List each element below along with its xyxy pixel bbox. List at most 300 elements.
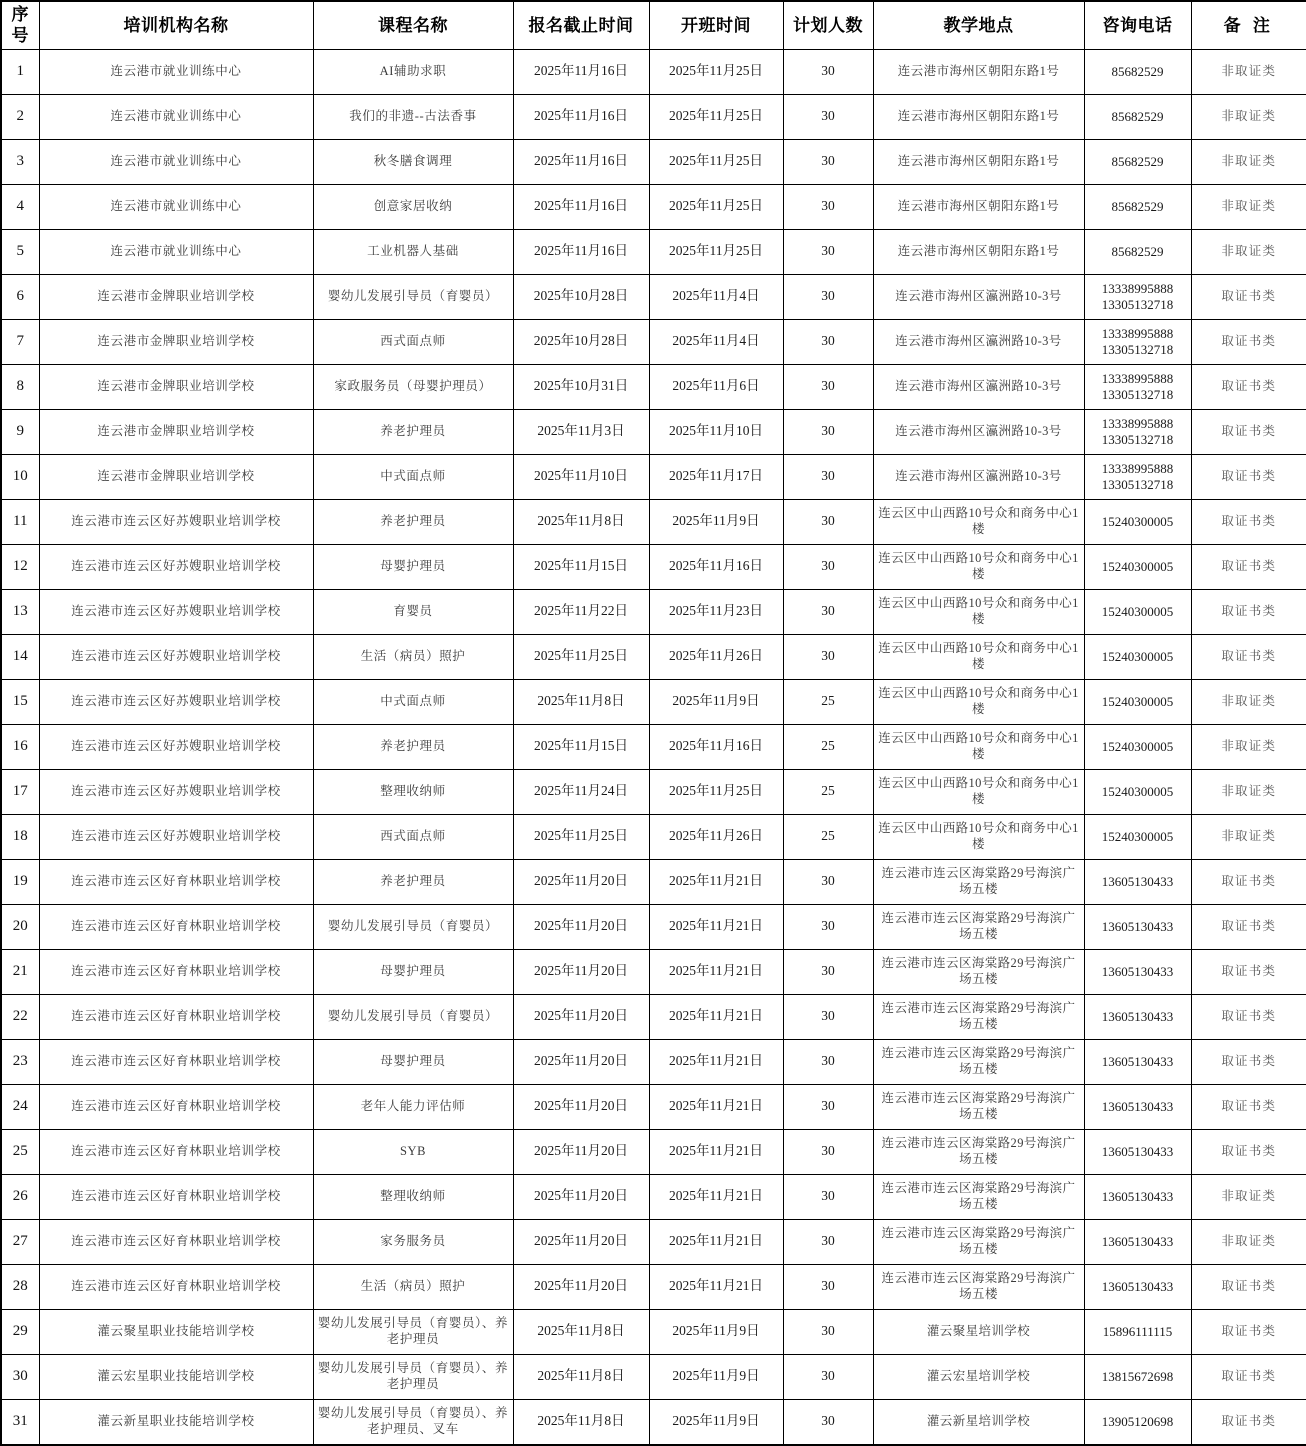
cell-course: 创意家居收纳 (313, 184, 513, 229)
cell-quota: 30 (783, 229, 873, 274)
cell-quota: 30 (783, 904, 873, 949)
cell-organization: 连云港市连云区好苏嫂职业培训学校 (39, 634, 313, 679)
cell-deadline: 2025年11月16日 (513, 229, 649, 274)
cell-index: 16 (1, 724, 39, 769)
cell-deadline: 2025年11月20日 (513, 949, 649, 994)
cell-start-date: 2025年11月17日 (649, 454, 783, 499)
cell-location: 连云区中山西路10号众和商务中心1楼 (873, 589, 1084, 634)
cell-quota: 30 (783, 1219, 873, 1264)
column-header-course: 课程名称 (313, 1, 513, 49)
cell-deadline: 2025年11月20日 (513, 904, 649, 949)
cell-deadline: 2025年11月16日 (513, 94, 649, 139)
cell-remark: 取证书类 (1191, 1309, 1306, 1354)
table-row (1, 184, 1306, 229)
cell-phone (1084, 49, 1191, 94)
cell-index: 24 (1, 1084, 39, 1129)
cell-course: 养老护理员 (313, 409, 513, 454)
phone-number: 13305132718 (1101, 296, 1174, 312)
cell-organization: 连云港市连云区好育林职业培训学校 (39, 1084, 313, 1129)
cell-remark: 取证书类 (1191, 1354, 1306, 1399)
cell-remark: 取证书类 (1191, 1039, 1306, 1084)
cell-remark: 取证书类 (1191, 634, 1306, 679)
cell-quota: 30 (783, 499, 873, 544)
cell-phone (1084, 949, 1191, 994)
cell-organization: 连云港市连云区好苏嫂职业培训学校 (39, 724, 313, 769)
cell-location: 灌云新星培训学校 (873, 1399, 1084, 1445)
cell-location: 连云港市连云区海棠路29号海滨广场五楼 (873, 1219, 1084, 1264)
cell-index: 7 (1, 319, 39, 364)
cell-course: 婴幼儿发展引导员（育婴员） (313, 274, 513, 319)
cell-location: 连云港市海州区瀛洲路10-3号 (873, 454, 1084, 499)
cell-phone (1084, 679, 1191, 724)
cell-course: 家务服务员 (313, 1219, 513, 1264)
cell-remark: 非取证类 (1191, 184, 1306, 229)
cell-remark: 非取证类 (1191, 724, 1306, 769)
cell-organization: 连云港市金牌职业培训学校 (39, 409, 313, 454)
cell-remark: 非取证类 (1191, 94, 1306, 139)
phone-number: 15240300005 (1101, 783, 1174, 799)
cell-quota: 30 (783, 454, 873, 499)
table-row (1, 1399, 1306, 1445)
table-row (1, 319, 1306, 364)
cell-quota: 25 (783, 769, 873, 814)
cell-location: 连云区中山西路10号众和商务中心1楼 (873, 499, 1084, 544)
cell-phone (1084, 904, 1191, 949)
cell-quota: 30 (783, 859, 873, 904)
cell-quota: 30 (783, 1264, 873, 1309)
table-row (1, 1309, 1306, 1354)
cell-index: 14 (1, 634, 39, 679)
cell-deadline: 2025年11月16日 (513, 49, 649, 94)
cell-phone (1084, 814, 1191, 859)
phone-number: 13605130433 (1101, 1188, 1174, 1204)
cell-deadline: 2025年11月25日 (513, 814, 649, 859)
phone-number: 85682529 (1111, 63, 1164, 79)
cell-course: 生活（病员）照护 (313, 1264, 513, 1309)
cell-start-date: 2025年11月26日 (649, 814, 783, 859)
phone-number: 15240300005 (1101, 558, 1174, 574)
cell-deadline: 2025年11月8日 (513, 1354, 649, 1399)
cell-index: 9 (1, 409, 39, 454)
cell-start-date: 2025年11月21日 (649, 859, 783, 904)
cell-deadline: 2025年11月16日 (513, 139, 649, 184)
cell-organization: 连云港市金牌职业培训学校 (39, 454, 313, 499)
cell-deadline: 2025年11月8日 (513, 679, 649, 724)
cell-deadline: 2025年11月20日 (513, 1129, 649, 1174)
cell-phone (1084, 184, 1191, 229)
table-row (1, 1219, 1306, 1264)
cell-index: 20 (1, 904, 39, 949)
cell-quota: 30 (783, 544, 873, 589)
cell-start-date: 2025年11月21日 (649, 1264, 783, 1309)
cell-organization: 灌云新星职业技能培训学校 (39, 1399, 313, 1445)
cell-deadline: 2025年11月8日 (513, 1309, 649, 1354)
cell-remark: 取证书类 (1191, 859, 1306, 904)
phone-number: 15240300005 (1101, 603, 1174, 619)
cell-organization: 连云港市就业训练中心 (39, 49, 313, 94)
cell-location: 连云区中山西路10号众和商务中心1楼 (873, 544, 1084, 589)
cell-quota: 30 (783, 49, 873, 94)
table-body (1, 49, 1306, 1445)
column-header-deadline: 报名截止时间 (513, 1, 649, 49)
cell-phone (1084, 1219, 1191, 1264)
cell-index: 2 (1, 94, 39, 139)
phone-number: 15240300005 (1101, 648, 1174, 664)
cell-quota: 30 (783, 409, 873, 454)
cell-deadline: 2025年11月10日 (513, 454, 649, 499)
table-row (1, 94, 1306, 139)
table-header (1, 1, 1306, 49)
cell-index: 21 (1, 949, 39, 994)
phone-number: 13605130433 (1101, 1008, 1174, 1024)
cell-quota: 30 (783, 274, 873, 319)
phone-number: 15896111115 (1102, 1323, 1173, 1339)
cell-organization: 连云港市连云区好育林职业培训学校 (39, 1039, 313, 1084)
cell-phone (1084, 1264, 1191, 1309)
cell-remark: 非取证类 (1191, 1174, 1306, 1219)
cell-start-date: 2025年11月16日 (649, 724, 783, 769)
cell-organization: 连云港市就业训练中心 (39, 139, 313, 184)
cell-index: 1 (1, 49, 39, 94)
column-header-org: 培训机构名称 (39, 1, 313, 49)
table-row (1, 544, 1306, 589)
cell-start-date: 2025年11月4日 (649, 274, 783, 319)
cell-index: 4 (1, 184, 39, 229)
phone-number: 13605130433 (1101, 963, 1174, 979)
cell-start-date: 2025年11月25日 (649, 229, 783, 274)
cell-remark: 取证书类 (1191, 364, 1306, 409)
cell-phone (1084, 859, 1191, 904)
cell-index: 6 (1, 274, 39, 319)
cell-organization: 连云港市就业训练中心 (39, 229, 313, 274)
phone-number: 13605130433 (1101, 1278, 1174, 1294)
cell-deadline: 2025年11月25日 (513, 634, 649, 679)
cell-deadline: 2025年11月20日 (513, 1174, 649, 1219)
cell-start-date: 2025年11月25日 (649, 49, 783, 94)
cell-organization: 连云港市连云区好苏嫂职业培训学校 (39, 679, 313, 724)
cell-deadline: 2025年11月3日 (513, 409, 649, 454)
cell-course: 中式面点师 (313, 679, 513, 724)
cell-course: 婴幼儿发展引导员（育婴员）、养老护理员 (313, 1309, 513, 1354)
table-row (1, 994, 1306, 1039)
cell-organization: 灌云宏星职业技能培训学校 (39, 1354, 313, 1399)
cell-index: 22 (1, 994, 39, 1039)
cell-deadline: 2025年11月20日 (513, 1219, 649, 1264)
cell-phone (1084, 769, 1191, 814)
cell-quota: 30 (783, 364, 873, 409)
cell-remark: 取证书类 (1191, 1129, 1306, 1174)
cell-remark: 取证书类 (1191, 409, 1306, 454)
phone-number: 13338995888 (1101, 460, 1174, 476)
cell-start-date: 2025年11月21日 (649, 904, 783, 949)
cell-remark: 取证书类 (1191, 1084, 1306, 1129)
cell-quota: 30 (783, 139, 873, 184)
cell-remark: 取证书类 (1191, 1264, 1306, 1309)
cell-phone (1084, 1039, 1191, 1084)
cell-remark: 取证书类 (1191, 544, 1306, 589)
cell-remark: 取证书类 (1191, 499, 1306, 544)
cell-course: 婴幼儿发展引导员（育婴员） (313, 904, 513, 949)
cell-phone (1084, 1129, 1191, 1174)
phone-number: 13605130433 (1101, 1053, 1174, 1069)
cell-remark: 非取证类 (1191, 139, 1306, 184)
cell-index: 10 (1, 454, 39, 499)
table-row (1, 679, 1306, 724)
table-row (1, 139, 1306, 184)
cell-quota: 30 (783, 184, 873, 229)
cell-start-date: 2025年11月21日 (649, 994, 783, 1039)
cell-course: 婴幼儿发展引导员（育婴员）、养老护理员、叉车 (313, 1399, 513, 1445)
cell-phone (1084, 1084, 1191, 1129)
phone-number: 13605130433 (1101, 1143, 1174, 1159)
cell-start-date: 2025年11月21日 (649, 1219, 783, 1264)
cell-course: 我们的非遗--古法香事 (313, 94, 513, 139)
table-row (1, 589, 1306, 634)
cell-location: 连云港市海州区朝阳东路1号 (873, 139, 1084, 184)
cell-start-date: 2025年11月23日 (649, 589, 783, 634)
table-row (1, 1174, 1306, 1219)
cell-remark: 取证书类 (1191, 589, 1306, 634)
cell-deadline: 2025年11月20日 (513, 859, 649, 904)
cell-start-date: 2025年11月21日 (649, 949, 783, 994)
cell-location: 连云港市海州区瀛洲路10-3号 (873, 319, 1084, 364)
cell-organization: 连云港市就业训练中心 (39, 94, 313, 139)
cell-remark: 取证书类 (1191, 904, 1306, 949)
cell-phone (1084, 499, 1191, 544)
phone-number: 13338995888 (1101, 370, 1174, 386)
cell-index: 13 (1, 589, 39, 634)
table-row (1, 409, 1306, 454)
cell-course: 母婴护理员 (313, 949, 513, 994)
cell-start-date: 2025年11月9日 (649, 679, 783, 724)
cell-location: 连云区中山西路10号众和商务中心1楼 (873, 814, 1084, 859)
cell-phone (1084, 1174, 1191, 1219)
cell-course: 育婴员 (313, 589, 513, 634)
cell-course: 西式面点师 (313, 319, 513, 364)
cell-location: 连云港市连云区海棠路29号海滨广场五楼 (873, 859, 1084, 904)
cell-index: 8 (1, 364, 39, 409)
table-row (1, 364, 1306, 409)
cell-course: 养老护理员 (313, 859, 513, 904)
cell-phone (1084, 454, 1191, 499)
cell-deadline: 2025年10月28日 (513, 319, 649, 364)
cell-course: 中式面点师 (313, 454, 513, 499)
cell-location: 连云港市连云区海棠路29号海滨广场五楼 (873, 1174, 1084, 1219)
table-row (1, 1039, 1306, 1084)
table-row (1, 1264, 1306, 1309)
cell-remark: 取证书类 (1191, 319, 1306, 364)
cell-phone (1084, 319, 1191, 364)
cell-location: 连云港市海州区朝阳东路1号 (873, 49, 1084, 94)
table-row (1, 769, 1306, 814)
cell-deadline: 2025年11月16日 (513, 184, 649, 229)
cell-location: 连云区中山西路10号众和商务中心1楼 (873, 679, 1084, 724)
cell-course: 整理收纳师 (313, 1174, 513, 1219)
cell-location: 灌云宏星培训学校 (873, 1354, 1084, 1399)
phone-number: 13305132718 (1101, 476, 1174, 492)
phone-number: 13338995888 (1101, 280, 1174, 296)
table-row (1, 904, 1306, 949)
cell-quota: 30 (783, 994, 873, 1039)
cell-start-date: 2025年11月9日 (649, 1399, 783, 1445)
cell-course: 老年人能力评估师 (313, 1084, 513, 1129)
cell-remark: 取证书类 (1191, 1399, 1306, 1445)
phone-number: 85682529 (1111, 108, 1164, 124)
table-row (1, 229, 1306, 274)
cell-index: 28 (1, 1264, 39, 1309)
column-header-start: 开班时间 (649, 1, 783, 49)
cell-deadline: 2025年11月8日 (513, 499, 649, 544)
cell-start-date: 2025年11月26日 (649, 634, 783, 679)
cell-phone (1084, 409, 1191, 454)
cell-location: 连云区中山西路10号众和商务中心1楼 (873, 634, 1084, 679)
cell-remark: 非取证类 (1191, 769, 1306, 814)
cell-location: 连云港市连云区海棠路29号海滨广场五楼 (873, 949, 1084, 994)
phone-number: 13905120698 (1101, 1413, 1174, 1429)
cell-organization: 连云港市连云区好育林职业培训学校 (39, 1219, 313, 1264)
phone-number: 13605130433 (1101, 918, 1174, 934)
column-header-quota: 计划人数 (783, 1, 873, 49)
cell-course: AI辅助求职 (313, 49, 513, 94)
cell-deadline: 2025年11月20日 (513, 1039, 649, 1084)
cell-location: 连云港市连云区海棠路29号海滨广场五楼 (873, 1264, 1084, 1309)
cell-start-date: 2025年11月25日 (649, 94, 783, 139)
cell-organization: 连云港市连云区好育林职业培训学校 (39, 1174, 313, 1219)
header-row (1, 1, 1306, 49)
phone-number: 13605130433 (1101, 1233, 1174, 1249)
table-row (1, 454, 1306, 499)
cell-course: 西式面点师 (313, 814, 513, 859)
cell-quota: 30 (783, 634, 873, 679)
cell-index: 17 (1, 769, 39, 814)
cell-deadline: 2025年11月24日 (513, 769, 649, 814)
phone-number: 13338995888 (1101, 325, 1174, 341)
cell-deadline: 2025年11月20日 (513, 1084, 649, 1129)
phone-number: 13338995888 (1101, 415, 1174, 431)
cell-organization: 灌云聚星职业技能培训学校 (39, 1309, 313, 1354)
phone-number: 15240300005 (1101, 828, 1174, 844)
table-row (1, 814, 1306, 859)
cell-index: 30 (1, 1354, 39, 1399)
cell-deadline: 2025年10月31日 (513, 364, 649, 409)
cell-remark: 非取证类 (1191, 49, 1306, 94)
cell-location: 连云港市海州区朝阳东路1号 (873, 184, 1084, 229)
phone-number: 85682529 (1111, 198, 1164, 214)
cell-phone (1084, 1354, 1191, 1399)
cell-quota: 30 (783, 1309, 873, 1354)
cell-phone (1084, 724, 1191, 769)
cell-organization: 连云港市连云区好苏嫂职业培训学校 (39, 499, 313, 544)
cell-start-date: 2025年11月6日 (649, 364, 783, 409)
table-row (1, 634, 1306, 679)
cell-remark: 取证书类 (1191, 949, 1306, 994)
cell-course: 整理收纳师 (313, 769, 513, 814)
cell-course: 母婴护理员 (313, 544, 513, 589)
cell-course: 婴幼儿发展引导员（育婴员） (313, 994, 513, 1039)
cell-course: 生活（病员）照护 (313, 634, 513, 679)
cell-deadline: 2025年11月15日 (513, 544, 649, 589)
cell-course: 养老护理员 (313, 724, 513, 769)
cell-organization: 连云港市金牌职业培训学校 (39, 319, 313, 364)
cell-phone (1084, 139, 1191, 184)
table-row (1, 1129, 1306, 1174)
cell-index: 11 (1, 499, 39, 544)
column-header-place: 教学地点 (873, 1, 1084, 49)
cell-deadline: 2025年11月15日 (513, 724, 649, 769)
cell-organization: 连云港市连云区好育林职业培训学校 (39, 1264, 313, 1309)
cell-deadline: 2025年11月8日 (513, 1399, 649, 1445)
cell-index: 29 (1, 1309, 39, 1354)
cell-phone (1084, 1399, 1191, 1445)
cell-location: 连云区中山西路10号众和商务中心1楼 (873, 724, 1084, 769)
cell-start-date: 2025年11月21日 (649, 1039, 783, 1084)
cell-phone (1084, 229, 1191, 274)
column-header-idx: 序号 (1, 1, 39, 49)
cell-quota: 30 (783, 949, 873, 994)
cell-organization: 连云港市连云区好苏嫂职业培训学校 (39, 769, 313, 814)
cell-start-date: 2025年11月9日 (649, 1309, 783, 1354)
cell-organization: 连云港市连云区好育林职业培训学校 (39, 994, 313, 1039)
cell-index: 26 (1, 1174, 39, 1219)
phone-number: 13605130433 (1101, 1098, 1174, 1114)
cell-start-date: 2025年11月21日 (649, 1084, 783, 1129)
cell-phone (1084, 94, 1191, 139)
cell-quota: 30 (783, 1084, 873, 1129)
cell-location: 连云港市连云区海棠路29号海滨广场五楼 (873, 1039, 1084, 1084)
cell-phone (1084, 544, 1191, 589)
cell-remark: 取证书类 (1191, 994, 1306, 1039)
cell-quota: 25 (783, 724, 873, 769)
cell-quota: 30 (783, 1354, 873, 1399)
cell-quota: 30 (783, 1399, 873, 1445)
table-row (1, 1084, 1306, 1129)
cell-phone (1084, 994, 1191, 1039)
phone-number: 15240300005 (1101, 738, 1174, 754)
cell-index: 18 (1, 814, 39, 859)
table-row (1, 499, 1306, 544)
cell-start-date: 2025年11月25日 (649, 139, 783, 184)
table-row (1, 1354, 1306, 1399)
cell-organization: 连云港市就业训练中心 (39, 184, 313, 229)
cell-quota: 25 (783, 679, 873, 724)
cell-quota: 30 (783, 1174, 873, 1219)
cell-index: 31 (1, 1399, 39, 1445)
cell-phone (1084, 364, 1191, 409)
phone-number: 13815672698 (1101, 1368, 1174, 1384)
cell-quota: 25 (783, 814, 873, 859)
cell-deadline: 2025年11月22日 (513, 589, 649, 634)
cell-organization: 连云港市连云区好苏嫂职业培训学校 (39, 544, 313, 589)
cell-location: 连云港市连云区海棠路29号海滨广场五楼 (873, 1129, 1084, 1174)
cell-deadline: 2025年11月20日 (513, 994, 649, 1039)
table-row (1, 49, 1306, 94)
table-row (1, 859, 1306, 904)
cell-start-date: 2025年11月25日 (649, 184, 783, 229)
cell-start-date: 2025年11月4日 (649, 319, 783, 364)
cell-organization: 连云港市连云区好育林职业培训学校 (39, 1129, 313, 1174)
phone-number: 85682529 (1111, 243, 1164, 259)
cell-start-date: 2025年11月21日 (649, 1129, 783, 1174)
phone-number: 13305132718 (1101, 386, 1174, 402)
column-header-remark: 备 注 (1191, 1, 1306, 49)
cell-remark: 非取证类 (1191, 229, 1306, 274)
cell-organization: 连云港市金牌职业培训学校 (39, 364, 313, 409)
cell-quota: 30 (783, 1129, 873, 1174)
cell-location: 连云港市连云区海棠路29号海滨广场五楼 (873, 994, 1084, 1039)
cell-course: 家政服务员（母婴护理员） (313, 364, 513, 409)
cell-quota: 30 (783, 94, 873, 139)
column-header-phone: 咨询电话 (1084, 1, 1191, 49)
